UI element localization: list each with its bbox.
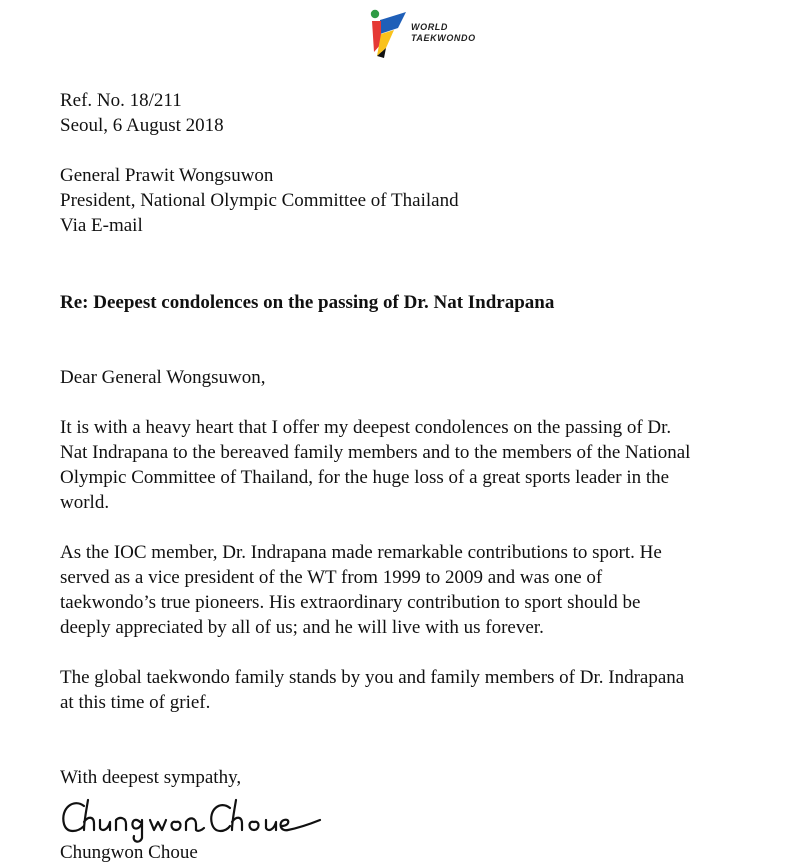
paragraph-line: Nat Indrapana to the bereaved family members and to the members of the National: [60, 442, 691, 463]
paragraph-line: deeply appreciated by all of us; and he will live with us forever.: [60, 617, 544, 638]
paragraph-line: Olympic Committee of Thailand, for the huge loss of a great sports leader in the: [60, 467, 670, 488]
paragraph-line: taekwondo’s true pioneers. His extraordinary contribution to sport should be: [60, 592, 641, 613]
reference-number: Ref. No. 18/211: [60, 90, 182, 111]
paragraph-line: As the IOC member, Dr. Indrapana made remarkable contributions to sport. He: [60, 542, 662, 563]
paragraph-line: The global taekwondo family stands by you and family members of Dr. Indrapana: [60, 667, 685, 688]
world-taekwondo-logo: [368, 8, 498, 60]
paragraph-line: at this time of grief.: [60, 692, 211, 713]
paragraph-line: It is with a heavy heart that I offer my deepest condolences on the passing of Dr.: [60, 417, 672, 438]
recipient-name: General Prawit Wongsuwon: [60, 165, 274, 186]
logo-wordmark: [411, 22, 476, 44]
logo-text-world: WORLD: [411, 22, 448, 32]
logo-text-taekwondo: TAEKWONDO: [411, 33, 476, 43]
recipient-title: President, National Olympic Committee of Thailand: [60, 190, 459, 211]
paragraph-line: world.: [60, 492, 110, 513]
signatory-name: Chungwon Choue: [60, 842, 198, 863]
world-taekwondo-emblem-icon: [368, 8, 408, 60]
delivery-method: Via E-mail: [60, 215, 143, 236]
closing-line: With deepest sympathy,: [60, 767, 242, 788]
subject-line: Re: Deepest condolences on the passing of Dr. Nat Indrapana: [60, 292, 555, 313]
paragraph-line: served as a vice president of the WT from 1999 to 2009 and was one of: [60, 567, 603, 588]
handwritten-signature: [58, 794, 338, 844]
salutation: Dear General Wongsuwon,: [60, 367, 266, 388]
place-and-date: Seoul, 6 August 2018: [60, 115, 224, 136]
